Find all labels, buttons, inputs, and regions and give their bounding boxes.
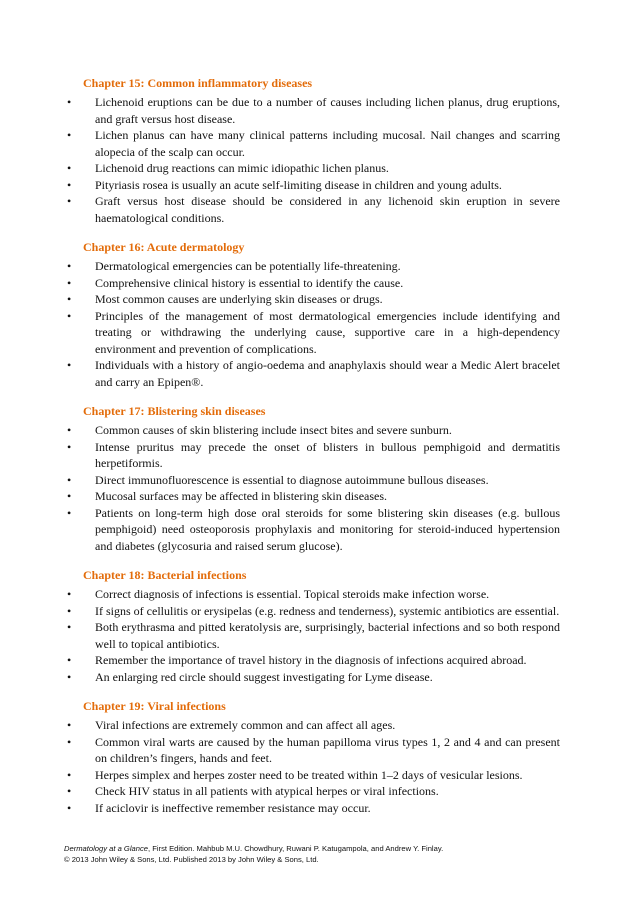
bullet-item: • Herpes simplex and herpes zoster need to be treated within 1–2 days of vesicular lesions. [64, 767, 560, 784]
footer-citation [64, 844, 564, 855]
bullet-item: • Graft versus host disease should be considered in any lichenoid skin eruption in severe haematological conditions. [64, 193, 560, 226]
chapter-heading: Chapter 16: Acute dermatology [83, 240, 245, 254]
bullet-item: • If signs of cellulitis or erysipelas (e.g. redness and tenderness), systemic antibiotics are essential. [64, 603, 560, 620]
chapter-heading: Chapter 17: Blistering skin diseases [83, 404, 266, 418]
bullet-item: • Direct immunofluorescence is essential to diagnose autoimmune bullous diseases. [64, 472, 560, 489]
bullet-item: • Common causes of skin blistering include insect bites and severe sunburn. [64, 422, 560, 439]
bullet-item: • Mucosal surfaces may be affected in blistering skin diseases. [64, 488, 560, 505]
bullet-item: • Remember the importance of travel history in the diagnosis of infections acquired abroad. [64, 652, 560, 669]
bullet-item: • Lichenoid eruptions can be due to a number of causes including lichen planus, drug eruptions, and graft versus host disease. [64, 94, 560, 127]
footer-copyright: © 2013 John Wiley & Sons, Ltd. Published 2013 by John Wiley & Sons, Ltd. [64, 854, 319, 864]
chapter-heading: Chapter 18: Bacterial infections [83, 568, 247, 582]
bullet-list [64, 717, 560, 816]
bullet-item: • Lichenoid drug reactions can mimic idiopathic lichen planus. [64, 160, 560, 177]
bullet-item: • Both erythrasma and pitted keratolysis are, surprisingly, bacterial infections and so both respond well to topical antibiotics. [64, 619, 560, 652]
bullet-item: • Patients on long-term high dose oral steroids for some blistering skin diseases (e.g. bullous pemphigoid) need osteoporosis prophylaxis and monitoring for steroid-induced hypertension and diabetes (glycosuria and raised serum glucose). [64, 505, 560, 555]
chapter-section [64, 403, 560, 554]
bullet-item: • Common viral warts are caused by the human papilloma virus types 1, 2 and 4 and can present on children’s fingers, hands and feet. [64, 734, 560, 767]
page-content [64, 75, 560, 829]
chapter-section [64, 698, 560, 816]
chapter-section [64, 75, 560, 226]
bullet-item: • If aciclovir is ineffective remember resistance may occur. [64, 800, 560, 817]
bullet-list [64, 258, 560, 390]
bullet-item: • Check HIV status in all patients with atypical herpes or viral infections. [64, 783, 560, 800]
bullet-list [64, 94, 560, 226]
bullet-item: • Lichen planus can have many clinical patterns including mucosal. Nail changes and scarring alopecia of the scalp can occur. [64, 127, 560, 160]
bullet-item: • Individuals with a history of angio-oedema and anaphylaxis should wear a Medic Alert bracelet and carry an Epipen®. [64, 357, 560, 390]
bullet-item: • Dermatological emergencies can be potentially life-threatening. [64, 258, 560, 275]
bullet-item: • An enlarging red circle should suggest investigating for Lyme disease. [64, 669, 560, 686]
chapter-section [64, 239, 560, 390]
bullet-list [64, 422, 560, 554]
bullet-item: • Pityriasis rosea is usually an acute self-limiting disease in children and young adults. [64, 177, 560, 194]
bullet-item: • Viral infections are extremely common and can affect all ages. [64, 717, 560, 734]
bullet-list [64, 586, 560, 685]
page-footer [64, 844, 564, 865]
chapter-heading: Chapter 19: Viral infections [83, 699, 226, 713]
bullet-item: • Intense pruritus may precede the onset of blisters in bullous pemphigoid and dermatitis herpetiformis. [64, 439, 560, 472]
chapter-section [64, 567, 560, 685]
bullet-item: • Comprehensive clinical history is essential to identify the cause. [64, 275, 560, 292]
bullet-item: • Most common causes are underlying skin diseases or drugs. [64, 291, 560, 308]
chapter-heading: Chapter 15: Common inflammatory diseases [83, 76, 313, 90]
footer-edition-authors: , First Edition. Mahbub M.U. Chowdhury, Ruwani P. Katugampola, and Andrew Y. Finlay. [148, 844, 444, 853]
bullet-item: • Correct diagnosis of infections is essential. Topical steroids make infection worse. [64, 586, 560, 603]
footer-book-title: Dermatology at a Glance [64, 844, 148, 853]
bullet-item: • Principles of the management of most dermatological emergencies include identifying and treating or withdrawing the underlying cause, supportive care in a high-dependency environment and prevention of complications. [64, 308, 560, 358]
